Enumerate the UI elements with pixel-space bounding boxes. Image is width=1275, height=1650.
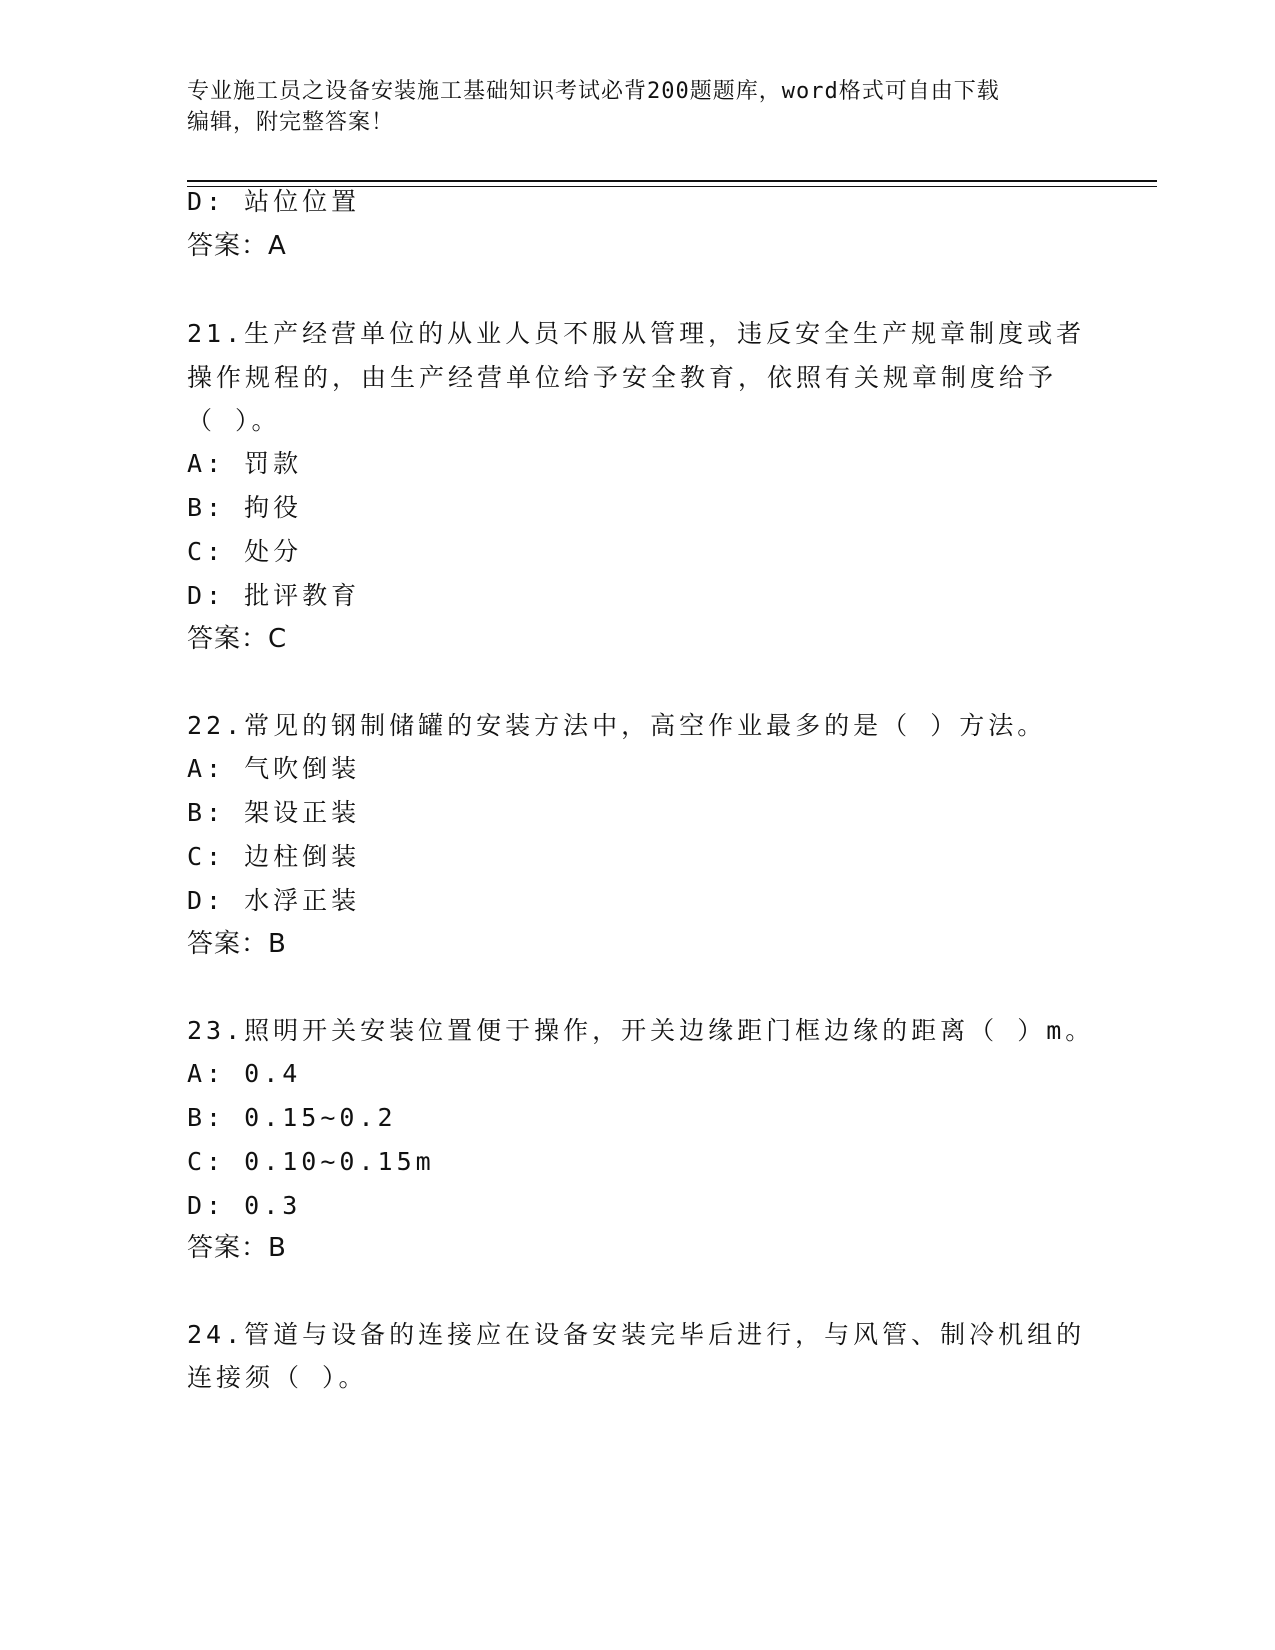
q21-option-d: D: 批评教育 — [187, 581, 361, 610]
q22-option-d: D: 水浮正装 — [187, 886, 361, 915]
q23-stem-line-1: 23.照明开关安装位置便于操作，开关边缘距门框边缘的距离（ ）m。 — [187, 1016, 1095, 1045]
q22-option-c: C: 边柱倒装 — [187, 842, 361, 871]
q21-option-b: B: 拘役 — [187, 493, 303, 522]
document-page — [187, 0, 1157, 1650]
q23-option-c: C: 0.10~0.15m — [187, 1147, 435, 1176]
header-title-line-1: 专业施工员之设备安装施工基础知识考试必背200题题库，word格式可自由下载 — [187, 79, 1000, 104]
q23-option-a: A: 0.4 — [187, 1059, 302, 1088]
q23-option-b: B: 0.15~0.2 — [187, 1103, 397, 1132]
q22-option-a: A: 气吹倒装 — [187, 754, 361, 783]
header-title-line-2: 编辑，附完整答案！ — [187, 110, 395, 135]
document-header — [187, 76, 1067, 138]
q21-stem-line-3: （ ）。 — [187, 406, 281, 435]
q21-option-c: C: 处分 — [187, 537, 303, 566]
prev-option-d: D: 站位位置 — [187, 187, 361, 216]
q23-option-d: D: 0.3 — [187, 1191, 302, 1220]
q22-answer: 答案：B — [187, 929, 287, 959]
q23-answer: 答案：B — [187, 1233, 287, 1263]
q24-stem-line-1: 24.管道与设备的连接应在设备安装完毕后进行，与风管、制冷机组的 — [187, 1320, 1086, 1349]
q22-option-b: B: 架设正装 — [187, 798, 361, 827]
prev-answer: 答案：A — [187, 231, 287, 261]
q21-answer: 答案：C — [187, 624, 288, 654]
header-divider-thick — [187, 180, 1157, 182]
q21-option-a: A: 罚款 — [187, 449, 303, 478]
q24-stem-line-2: 连接须（ ）。 — [187, 1363, 368, 1392]
q21-stem-line-2: 操作规程的，由生产经营单位给予安全教育，依照有关规章制度给予 — [187, 363, 1058, 392]
q22-stem-line-1: 22.常见的钢制储罐的安装方法中，高空作业最多的是（ ）方法。 — [187, 711, 1047, 740]
q21-stem-line-1: 21.生产经营单位的从业人员不服从管理，违反安全生产规章制度或者 — [187, 319, 1086, 348]
